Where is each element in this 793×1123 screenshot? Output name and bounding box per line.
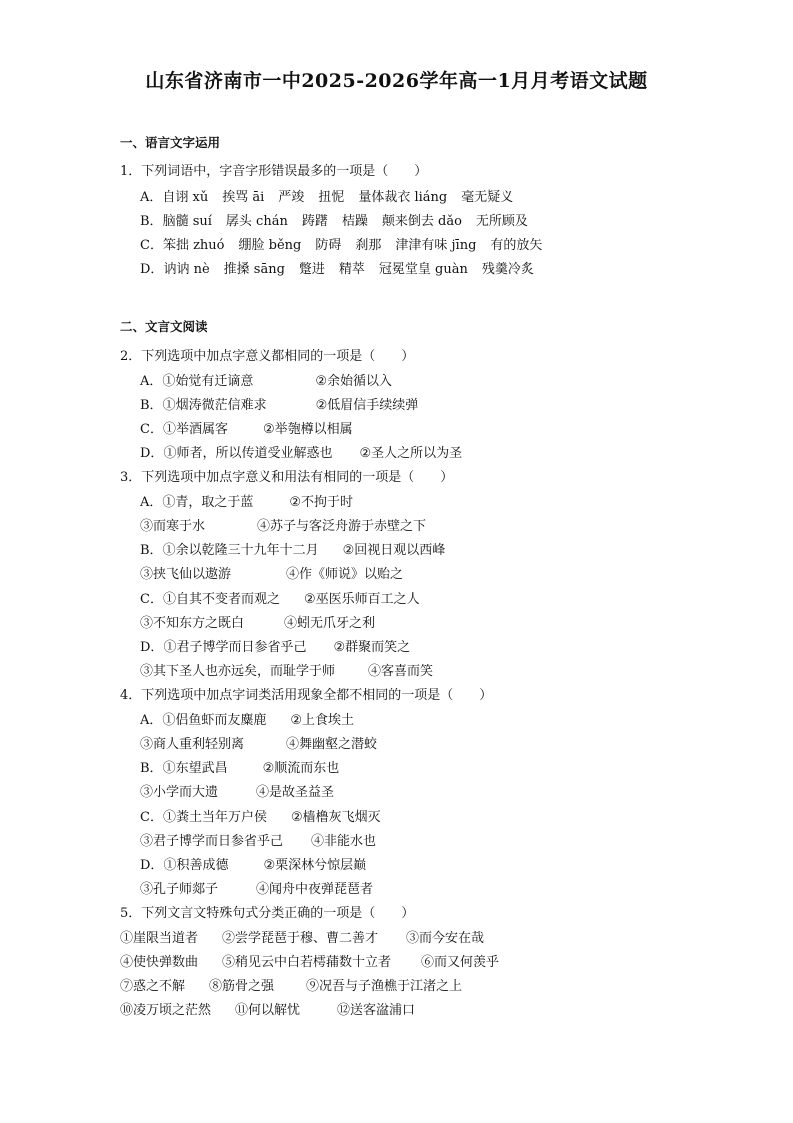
question-4-option-d-line2: [140, 882, 373, 898]
question-1-stem: 1．下列词语中，字音字形错误最多的一项是（ ）: [120, 164, 428, 179]
option-sub-item: ①青，取之于蓝: [162, 495, 254, 510]
option-sub-item: ④苏子与客泛舟游于赤壁之下: [257, 519, 427, 534]
option-sub-item: ②上食埃土: [290, 713, 355, 728]
option-item: 自诩 xǔ: [162, 190, 209, 205]
option-sub-item: ④是故圣益圣: [256, 785, 335, 800]
question-5-row-2: [120, 955, 499, 971]
option-sub-item: ④作《师说》以贻之: [286, 567, 404, 582]
option-item: 推搡 sāng: [223, 262, 285, 277]
option-sub-item: ②低眉信手续续弹: [315, 398, 419, 413]
sentence-item: ⑩凌万顷之茫然: [120, 1003, 212, 1018]
question-4-option-a-line1: [140, 713, 354, 729]
option-sub-item: ③挟飞仙以遨游: [140, 567, 232, 582]
option-item: 量体裁衣 liáng: [358, 190, 448, 205]
option-sub-item: ②余始循以入: [315, 374, 393, 389]
option-sub-item: ③其下圣人也亦远矣，而耻学于师: [140, 664, 336, 679]
question-3-option-b-line1: [140, 543, 445, 559]
option-item: 严竣: [278, 190, 305, 205]
option-sub-item: ②群聚而笑之: [333, 640, 411, 655]
option-item: 毫无疑义: [461, 190, 514, 205]
option-item: 讷讷 nè: [163, 262, 210, 277]
option-label: D．: [140, 858, 164, 873]
option-item: 绷脸 běng: [238, 238, 302, 253]
question-1-option-b: [140, 214, 528, 230]
option-label: B．: [140, 543, 163, 558]
sentence-item: ④使快弹数曲: [120, 955, 199, 970]
option-sub-item: ③小学而大遗: [140, 785, 219, 800]
question-1-option-c: [140, 238, 542, 254]
option-label: C．: [140, 422, 163, 437]
option-label: D．: [140, 262, 164, 277]
option-sub-item: ②顺流而东也: [262, 761, 340, 776]
option-label: D．: [140, 446, 164, 461]
option-label: A．: [140, 495, 163, 510]
option-item: 无所顾及: [475, 214, 528, 229]
option-sub-item: ①举酒属客: [162, 422, 228, 437]
option-item: 防碍: [315, 238, 342, 253]
section-heading-classical-reading: 二、文言文阅读: [120, 319, 208, 334]
option-item: 刹那: [355, 238, 382, 253]
option-label: D．: [140, 640, 164, 655]
sentence-item: ⑥而又何羡乎: [421, 955, 500, 970]
option-sub-item: ①始觉有迁谪意: [162, 374, 254, 389]
section-heading-language-use: 一、语言文字运用: [120, 135, 221, 150]
option-sub-item: ④非能水也: [311, 834, 377, 849]
question-3-option-c-line1: [140, 592, 420, 608]
option-item: 孱头 chán: [225, 214, 288, 229]
option-item: 挨骂 āi: [222, 190, 265, 205]
option-sub-item: ②圣人之所以为圣: [359, 446, 463, 461]
option-item: 笨拙 zhuó: [162, 238, 225, 253]
question-3-option-a-line1: [140, 495, 353, 511]
sentence-item: ②尝学琵琶于穆、曹二善才: [222, 931, 379, 946]
option-label: A．: [140, 713, 163, 728]
option-label: C．: [140, 810, 163, 825]
option-sub-item: ④舞幽壑之潜蛟: [286, 737, 378, 752]
question-5-row-4: [120, 1003, 415, 1019]
sentence-item: ⑦惑之不解: [120, 979, 186, 994]
option-sub-item: ②回视日观以西峰: [342, 543, 446, 558]
question-4-option-d-line1: [140, 858, 366, 874]
option-item: 津津有味 jīng: [395, 238, 477, 253]
question-2-option-b: [140, 398, 418, 414]
option-label: B．: [140, 214, 163, 229]
option-item: 踌躇: [301, 214, 328, 229]
question-2-option-a: [140, 374, 392, 390]
question-5-row-3: [120, 979, 462, 995]
option-item: 扭怩: [318, 190, 345, 205]
option-sub-item: ①粪土当年万户侯: [162, 810, 267, 825]
option-sub-item: ③而寒于水: [140, 519, 206, 534]
question-4-option-b-line2: [140, 785, 334, 801]
option-item: 残羹冷炙: [481, 262, 534, 277]
sentence-item: ⑧筋骨之强: [209, 979, 275, 994]
option-sub-item: ③商人重利轻别离: [140, 737, 245, 752]
sentence-item: ③而今安在哉: [406, 931, 485, 946]
option-sub-item: ①烟涛微茫信难求: [162, 398, 267, 413]
sentence-item: ①崖限当道者: [120, 931, 199, 946]
option-label: B．: [140, 398, 163, 413]
question-1-option-d: [140, 262, 534, 278]
page-title: 山东省济南市一中2025-2026学年高一1月月考语文试题: [145, 70, 648, 92]
option-sub-item: ④蚓无爪牙之利: [284, 616, 376, 631]
question-2-option-d: [140, 446, 462, 462]
sentence-item: ⑪何以解忧: [235, 1003, 301, 1018]
option-item: 冠冕堂皇 guàn: [378, 262, 468, 277]
option-sub-item: ③君子博学而日参省乎己: [140, 834, 284, 849]
question-3-stem: 3．下列选项中加点字意义和用法有相同的一项是（ ）: [120, 470, 454, 485]
question-2-stem: 2．下列选项中加点字意义都相同的一项是（ ）: [120, 349, 415, 364]
option-sub-item: ①君子博学而日参省乎己: [163, 640, 307, 655]
question-3-option-b-line2: [140, 567, 403, 583]
question-3-option-a-line2: [140, 519, 426, 535]
option-item: 桔躁: [341, 214, 368, 229]
question-4-stem: 4．下列选项中加点字词类活用现象全都不相同的一项是（ ）: [120, 688, 493, 703]
question-3-option-d-line2: [140, 664, 433, 680]
option-sub-item: ④客喜而笑: [368, 664, 434, 679]
option-label: A．: [140, 374, 163, 389]
question-4-option-b-line1: [140, 761, 339, 777]
option-sub-item: ③孔子师郯子: [140, 882, 219, 897]
option-sub-item: ②巫医乐师百工之人: [303, 592, 420, 607]
question-4-option-c-line2: [140, 834, 376, 850]
option-item: 颠来倒去 dǎo: [381, 214, 462, 229]
option-sub-item: ②栗深林兮惊层巅: [263, 858, 367, 873]
option-label: A．: [140, 190, 163, 205]
option-sub-item: ①东望武昌: [162, 761, 228, 776]
option-sub-item: ②樯橹灰飞烟灭: [290, 810, 381, 825]
option-label: C．: [140, 238, 163, 253]
option-item: 精萃: [338, 262, 365, 277]
option-sub-item: ①自其不变者而观之: [162, 592, 280, 607]
question-5-stem: 5．下列文言文特殊句式分类正确的一项是（ ）: [120, 906, 415, 921]
question-3-option-d-line1: [140, 640, 410, 656]
option-sub-item: ①侣鱼虾而友麋鹿: [162, 713, 267, 728]
question-4-option-a-line2: [140, 737, 377, 753]
question-3-option-c-line2: [140, 616, 375, 632]
option-item: 脑髓 suí: [162, 214, 212, 229]
option-item: 蹩进: [298, 262, 325, 277]
option-sub-item: ①积善成德: [163, 858, 229, 873]
question-2-option-c: [140, 422, 353, 438]
option-sub-item: ③不知东方之既白: [140, 616, 245, 631]
option-label: B．: [140, 761, 163, 776]
option-sub-item: ①师者，所以传道受业解惑也: [163, 446, 333, 461]
option-sub-item: ②不拘于时: [289, 495, 354, 510]
sentence-item: ⑤稍见云中白若樗蒱数十立者: [222, 955, 392, 970]
option-sub-item: ②举匏樽以相属: [262, 422, 353, 437]
question-4-option-c-line1: [140, 810, 381, 826]
sentence-item: ⑫送客湓浦口: [337, 1003, 416, 1018]
sentence-item: ⑨况吾与子渔樵于江渚之上: [306, 979, 463, 994]
option-item: 有的放矢: [490, 238, 543, 253]
question-1-option-a: [140, 190, 513, 206]
question-5-row-1: [120, 931, 484, 947]
option-sub-item: ①余以乾隆三十九年十二月: [162, 543, 319, 558]
option-sub-item: ④闻舟中夜弹琵琶者: [256, 882, 374, 897]
option-label: C．: [140, 592, 163, 607]
